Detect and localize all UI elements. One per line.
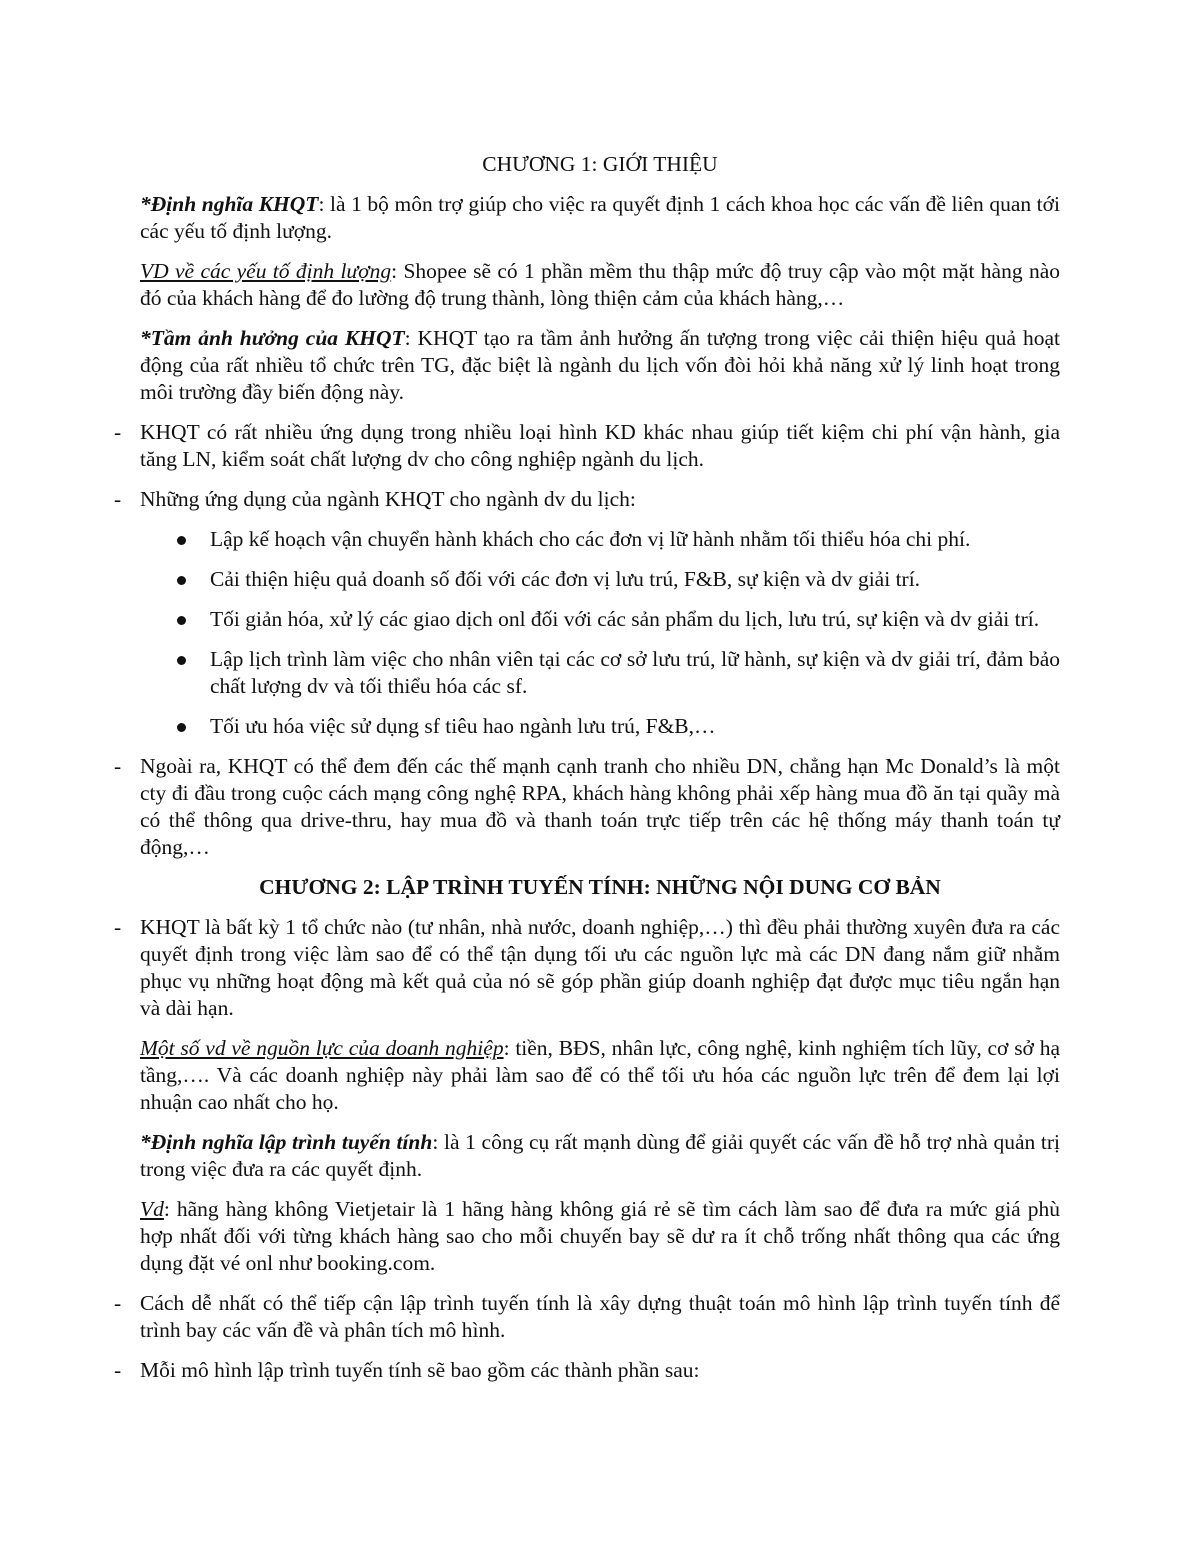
chapter2-title: CHƯƠNG 2: LẬP TRÌNH TUYẾN TÍNH: NHỮNG NỘI DUNG CƠ BẢN xyxy=(259,875,941,899)
chapter2-resource-example xyxy=(140,1035,1060,1116)
dash-item-text: KHQT có rất nhiều ứng dụng trong nhiều loại hình KD khác nhau giúp tiết kiệm chi phí vận hành, gia tăng LN, kiểm soát chất lượng dv cho công nghiệp ngành du lịch. xyxy=(140,420,1060,471)
bullet-icon xyxy=(177,536,186,545)
bullet-text: Lập lịch trình làm việc cho nhân viên tại các cơ sở lưu trú, lữ hành, sự kiện và dv giải trí, đảm bảo chất lượng dv và tối thiểu hóa các sf. xyxy=(210,647,1060,698)
dash-item-text: KHQT là bất kỳ 1 tổ chức nào (tư nhân, nhà nước, doanh nghiệp,…) thì đều phải thường xuyên đưa ra các quyết định trong việc làm sao để có thể tận dụng tối ưu các nguồn lực mà các DN đang nắm giữ nhằm phục vụ những hoạt động mà kết quả của nó sẽ góp phần giúp doanh nghiệp đạt được mục tiêu ngắn hạn và dài hạn. xyxy=(140,915,1060,1020)
dash-marker: - xyxy=(114,487,122,511)
dash-marker: - xyxy=(114,420,122,444)
bullet-text: Cải thiện hiệu quả doanh số đối với các đơn vị lưu trú, F&B, sự kiện và dv giải trí. xyxy=(210,567,921,591)
dash-item-text: Ngoài ra, KHQT có thể đem đến các thế mạnh cạnh tranh cho nhiều DN, chẳng hạn Mc Donald’s là một cty đi đầu trong cuộc cách mạng công nghệ RPA, khách hàng không phải xếp hàng mua đồ ăn tại quầy mà có thể thông qua drive-thru, hay mua đồ và thanh toán trực tiếp trên các hệ thống máy thanh toán tự động,… xyxy=(140,754,1060,859)
vd-text: : hãng hàng không Vietjetair là 1 hãng hàng không giá rẻ sẽ tìm cách làm sao để đưa ra mức giá phù hợp nhất đối với từng khách hàng sao cho mỗi chuyến bay sẽ dư ra ít chỗ trống nhất thông qua các ứng dụng đặt vé onl như booking.com. xyxy=(140,1197,1060,1275)
chapter2-dash-item-1 xyxy=(114,914,1060,1022)
example-text: : Shopee sẽ có 1 phần mềm thu thập mức độ truy cập vào một mặt hàng nào đó của khách hàng để đo lường độ trung thành, lòng thiện cảm của khách hàng,… xyxy=(140,259,1060,310)
document-body xyxy=(114,151,1061,1397)
chapter1-title: CHƯƠNG 1: GIỚI THIỆU xyxy=(482,152,718,176)
bullet-text: Tối giản hóa, xử lý các giao dịch onl đối với các sản phẩm du lịch, lưu trú, sự kiện và dv giải trí. xyxy=(210,607,1040,631)
dash-marker: - xyxy=(114,915,122,939)
chapter2-example xyxy=(140,1196,1060,1277)
lp-definition-text: : là 1 công cụ rất mạnh dùng để giải quyết các vấn đề hỗ trợ nhà quản trị trong việc đưa ra các quyết định. xyxy=(140,1130,1060,1181)
chapter1-dash-item-2 xyxy=(114,486,1060,513)
bullet-item xyxy=(210,646,1060,700)
bullet-icon xyxy=(177,576,186,585)
bullet-item xyxy=(210,526,1060,553)
bullet-icon xyxy=(177,723,186,732)
example-label: VD về các yếu tố định lượng xyxy=(140,259,392,283)
chapter2-dash-item-3 xyxy=(114,1357,1060,1384)
vd-label: Vd xyxy=(140,1197,164,1221)
dash-marker: - xyxy=(114,754,122,778)
resource-example-text: : tiền, BĐS, nhân lực, công nghệ, kinh nghiệm tích lũy, cơ sở hạ tầng,…. Và các doanh nghiệp này phải làm sao để có thể tối ưu hóa các nguồn lực trên để đem lại lợi nhuận cao nhất cho họ. xyxy=(140,1036,1060,1114)
dash-item-text: Mỗi mô hình lập trình tuyến tính sẽ bao gồm các thành phần sau: xyxy=(140,1358,700,1382)
chapter1-definition xyxy=(140,191,1060,245)
chapter2-definition xyxy=(140,1129,1060,1183)
bullet-text: Tối ưu hóa việc sử dụng sf tiêu hao ngành lưu trú, F&B,… xyxy=(210,714,716,738)
resource-example-label: Một số vd về nguồn lực của doanh nghiệp xyxy=(140,1036,504,1060)
definition-text: : là 1 bộ môn trợ giúp cho việc ra quyết định 1 cách khoa học các vấn đề liên quan tới các yếu tố định lượng. xyxy=(140,192,1061,243)
lp-definition-label: *Định nghĩa lập trình tuyến tính xyxy=(140,1130,433,1154)
dash-item-text: Những ứng dụng của ngành KHQT cho ngành dv du lịch: xyxy=(140,487,636,511)
impact-label: *Tầm ảnh hưởng của KHQT xyxy=(140,326,405,350)
bullet-item xyxy=(210,713,1060,740)
definition-label: *Định nghĩa KHQT xyxy=(140,192,319,216)
bullet-icon xyxy=(177,616,186,625)
bullet-item xyxy=(210,566,1060,593)
impact-text: : KHQT tạo ra tầm ảnh hưởng ấn tượng trong việc cải thiện hiệu quả hoạt động của rất nhiều tổ chức trên TG, đặc biệt là ngành du lịch vốn đòi hỏi khả năng xử lý linh hoạt trong môi trường đầy biến động này. xyxy=(140,326,1060,404)
bullet-item xyxy=(210,606,1060,633)
dash-item-text: Cách dễ nhất có thể tiếp cận lập trình tuyến tính là xây dựng thuật toán mô hình lập trình tuyến tính để trình bay các vấn đề và phân tích mô hình. xyxy=(140,1291,1060,1342)
bullet-icon xyxy=(177,656,186,665)
bullet-text: Lập kế hoạch vận chuyển hành khách cho các đơn vị lữ hành nhằm tối thiểu hóa chi phí. xyxy=(210,527,971,551)
chapter1-impact xyxy=(140,325,1060,406)
chapter1-dash-item-3 xyxy=(114,753,1060,861)
chapter1-dash-item-1 xyxy=(114,419,1060,473)
dash-marker: - xyxy=(114,1291,122,1315)
dash-marker: - xyxy=(114,1358,122,1382)
applications-bullet-list xyxy=(140,526,1060,740)
chapter1-example xyxy=(140,258,1060,312)
chapter2-dash-item-2 xyxy=(114,1290,1060,1344)
